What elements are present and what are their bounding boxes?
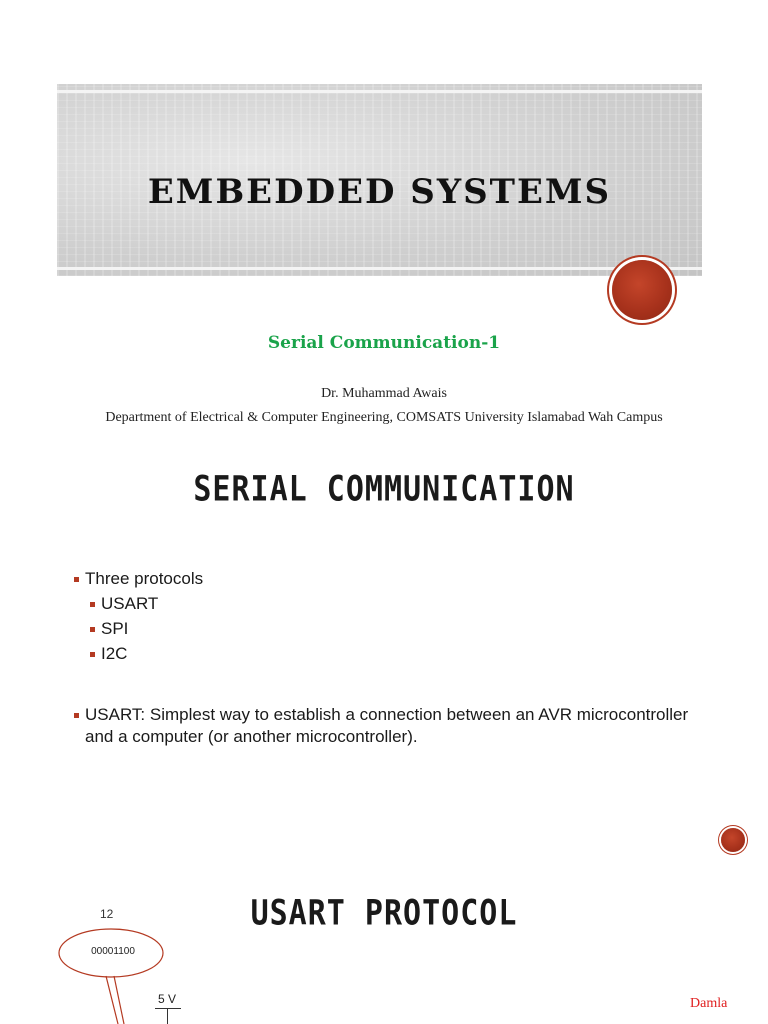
voltage-tick — [167, 1008, 168, 1024]
title-banner — [57, 84, 702, 276]
spacer — [72, 665, 712, 704]
bullet-item: SPI — [88, 618, 712, 640]
slide-subtitle: Serial Communication-1 — [267, 333, 501, 353]
bullet-item: USART: Simplest way to establish a connection between an AVR microcontroller and a computer (or another microcontroller). — [72, 704, 712, 748]
section-title-serial-communication: SERIAL COMMUNICATION — [193, 469, 575, 510]
decorative-circle-small — [721, 828, 745, 852]
slide-title: EMBEDDED SYSTEMS — [147, 172, 612, 212]
bullet-item: I2C — [88, 643, 712, 665]
department-name: Department of Electrical & Computer Engineering, COMSATS University Islamabad Wah Campus — [105, 410, 663, 425]
bullet-item: USART — [88, 593, 712, 615]
voltage-label: 5 V — [158, 992, 177, 1006]
bullet-list — [72, 568, 712, 748]
decorative-circle — [612, 260, 672, 320]
footer-label: Damla — [690, 996, 728, 1011]
bubble-text: 00001100 — [91, 946, 135, 957]
author-name: Dr. Muhammad Awais — [321, 386, 447, 401]
speech-bubble-icon — [56, 925, 176, 1024]
section-title-usart-protocol: USART PROTOCOL — [250, 893, 518, 934]
number-label: 12 — [100, 907, 114, 921]
bullet-item: Three protocols — [72, 568, 712, 590]
voltage-line — [155, 1008, 181, 1009]
